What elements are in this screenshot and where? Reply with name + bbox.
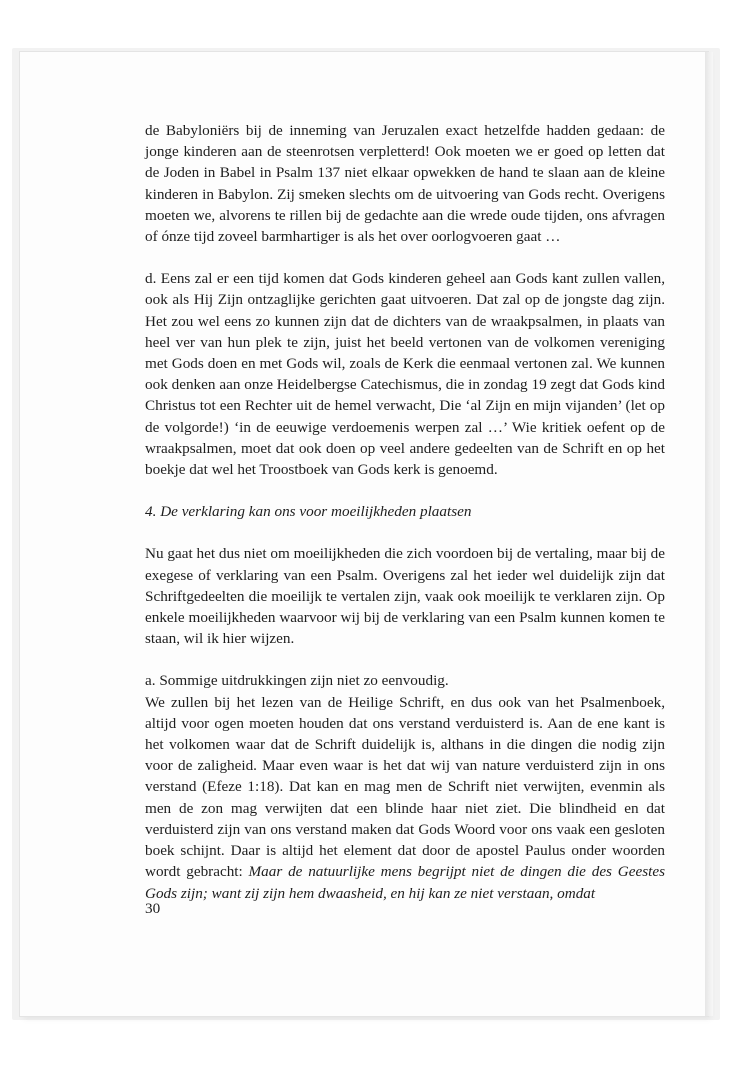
paragraph-a-title: a. Sommige uitdrukkingen zijn niet zo eenvoudig. (145, 672, 449, 690)
body-text (145, 120, 665, 904)
scripture-quote: Maar de natuurlijke mens begrijpt niet de dingen die des Geestes Gods zijn; want zij zijn hem dwaasheid, en hij kan ze niet verstaan, omdat (145, 863, 665, 902)
page-number: 30 (145, 900, 161, 917)
section-heading: 4. De verklaring kan ons voor moeilijkheden plaatsen (145, 503, 472, 521)
paragraph-babylon: de Babyloniërs bij de inneming van Jeruzalen exact hetzelfde hadden gedaan: de jonge kinderen aan de steenrotsen verpletterd! Ook moeten we er goed op letten dat de Joden in Babel in Psalm 137 niet elkaar opwekken de hand te slaan aan de kleine kinderen in Babylon. Zij smeken slechts om de uitvoering van Gods recht. Overigens moeten we, alvorens te rillen bij de gedachte aan die wrede oude tijden, ons afvragen of ónze tijd zoveel barmhartiger is als het over oorlogvoeren gaat … (145, 122, 665, 246)
paragraph-d: d. Eens zal er een tijd komen dat Gods kinderen geheel aan Gods kant zullen vallen, ook als Hij Zijn ontzaglijke gerichten gaat uitvoeren. Dat zal op de jongste dag zijn. Het zou wel eens zo kunnen zijn dat de dichters van de wraakpsalmen, in plaats van heel ver van hun plek te zijn, juist het beeld vertonen van de volkomen vereniging met Gods doen en met Gods wil, zoals de Kerk die eenmaal vertonen zal. We kunnen ook denken aan onze Heidelbergse Catechismus, die in zondag 19 zegt dat Gods kind Christus tot een Rechter uit de hemel verwacht, Die ‘al Zijn en mijn vijanden’ (let op de volgorde!) ‘in de eeuwige verdoemenis werpen zal …’ Wie kritiek oefent op de wraakpsalmen, moet dat ook doen op veel andere gedeelten van de Schrift en op het boekje dat wel het Troostboek van Gods kerk is genoemd. (145, 270, 665, 479)
page-binding-edge (705, 52, 713, 1016)
paragraph-exegesis: Nu gaat het dus niet om moeilijkheden die zich voordoen bij de vertaling, maar bij de exegese of verklaring van een Psalm. Overigens zal het ieder wel duidelijk zijn dat Schriftgedeelten die moeilijk te vertalen zijn, vaak ook moeilijk te verklaren zijn. Op enkele moeilijkheden waarvoor wij bij de verklaring van een Psalm kunnen komen te staan, wil ik hier wijzen. (145, 545, 665, 648)
paragraph-a-body (145, 692, 665, 904)
paragraph-a-text: We zullen bij het lezen van de Heilige Schrift, en dus ook van het Psalmenboek, altijd voor ogen moeten houden dat ons verstand verduisterd is. Aan de ene kant is het volkomen waar dat de Schrift duidelijk is, althans in die dingen die nodig zijn voor de zaligheid. Maar even waar is het dat wij van nature verduisterd zijn in ons verstand (Efeze 1:18). Dat kan en mag men de Schrift niet verwijten, evenmin als men de zon mag verwijten dat een blinde haar niet ziet. Die blindheid en dat verduisterd zijn van ons verstand maken dat Gods Woord voor ons vaak een gesloten boek schijnt. Daar is altijd het element dat door de apostel Paulus onder woorden wordt gebracht: (145, 693, 665, 881)
